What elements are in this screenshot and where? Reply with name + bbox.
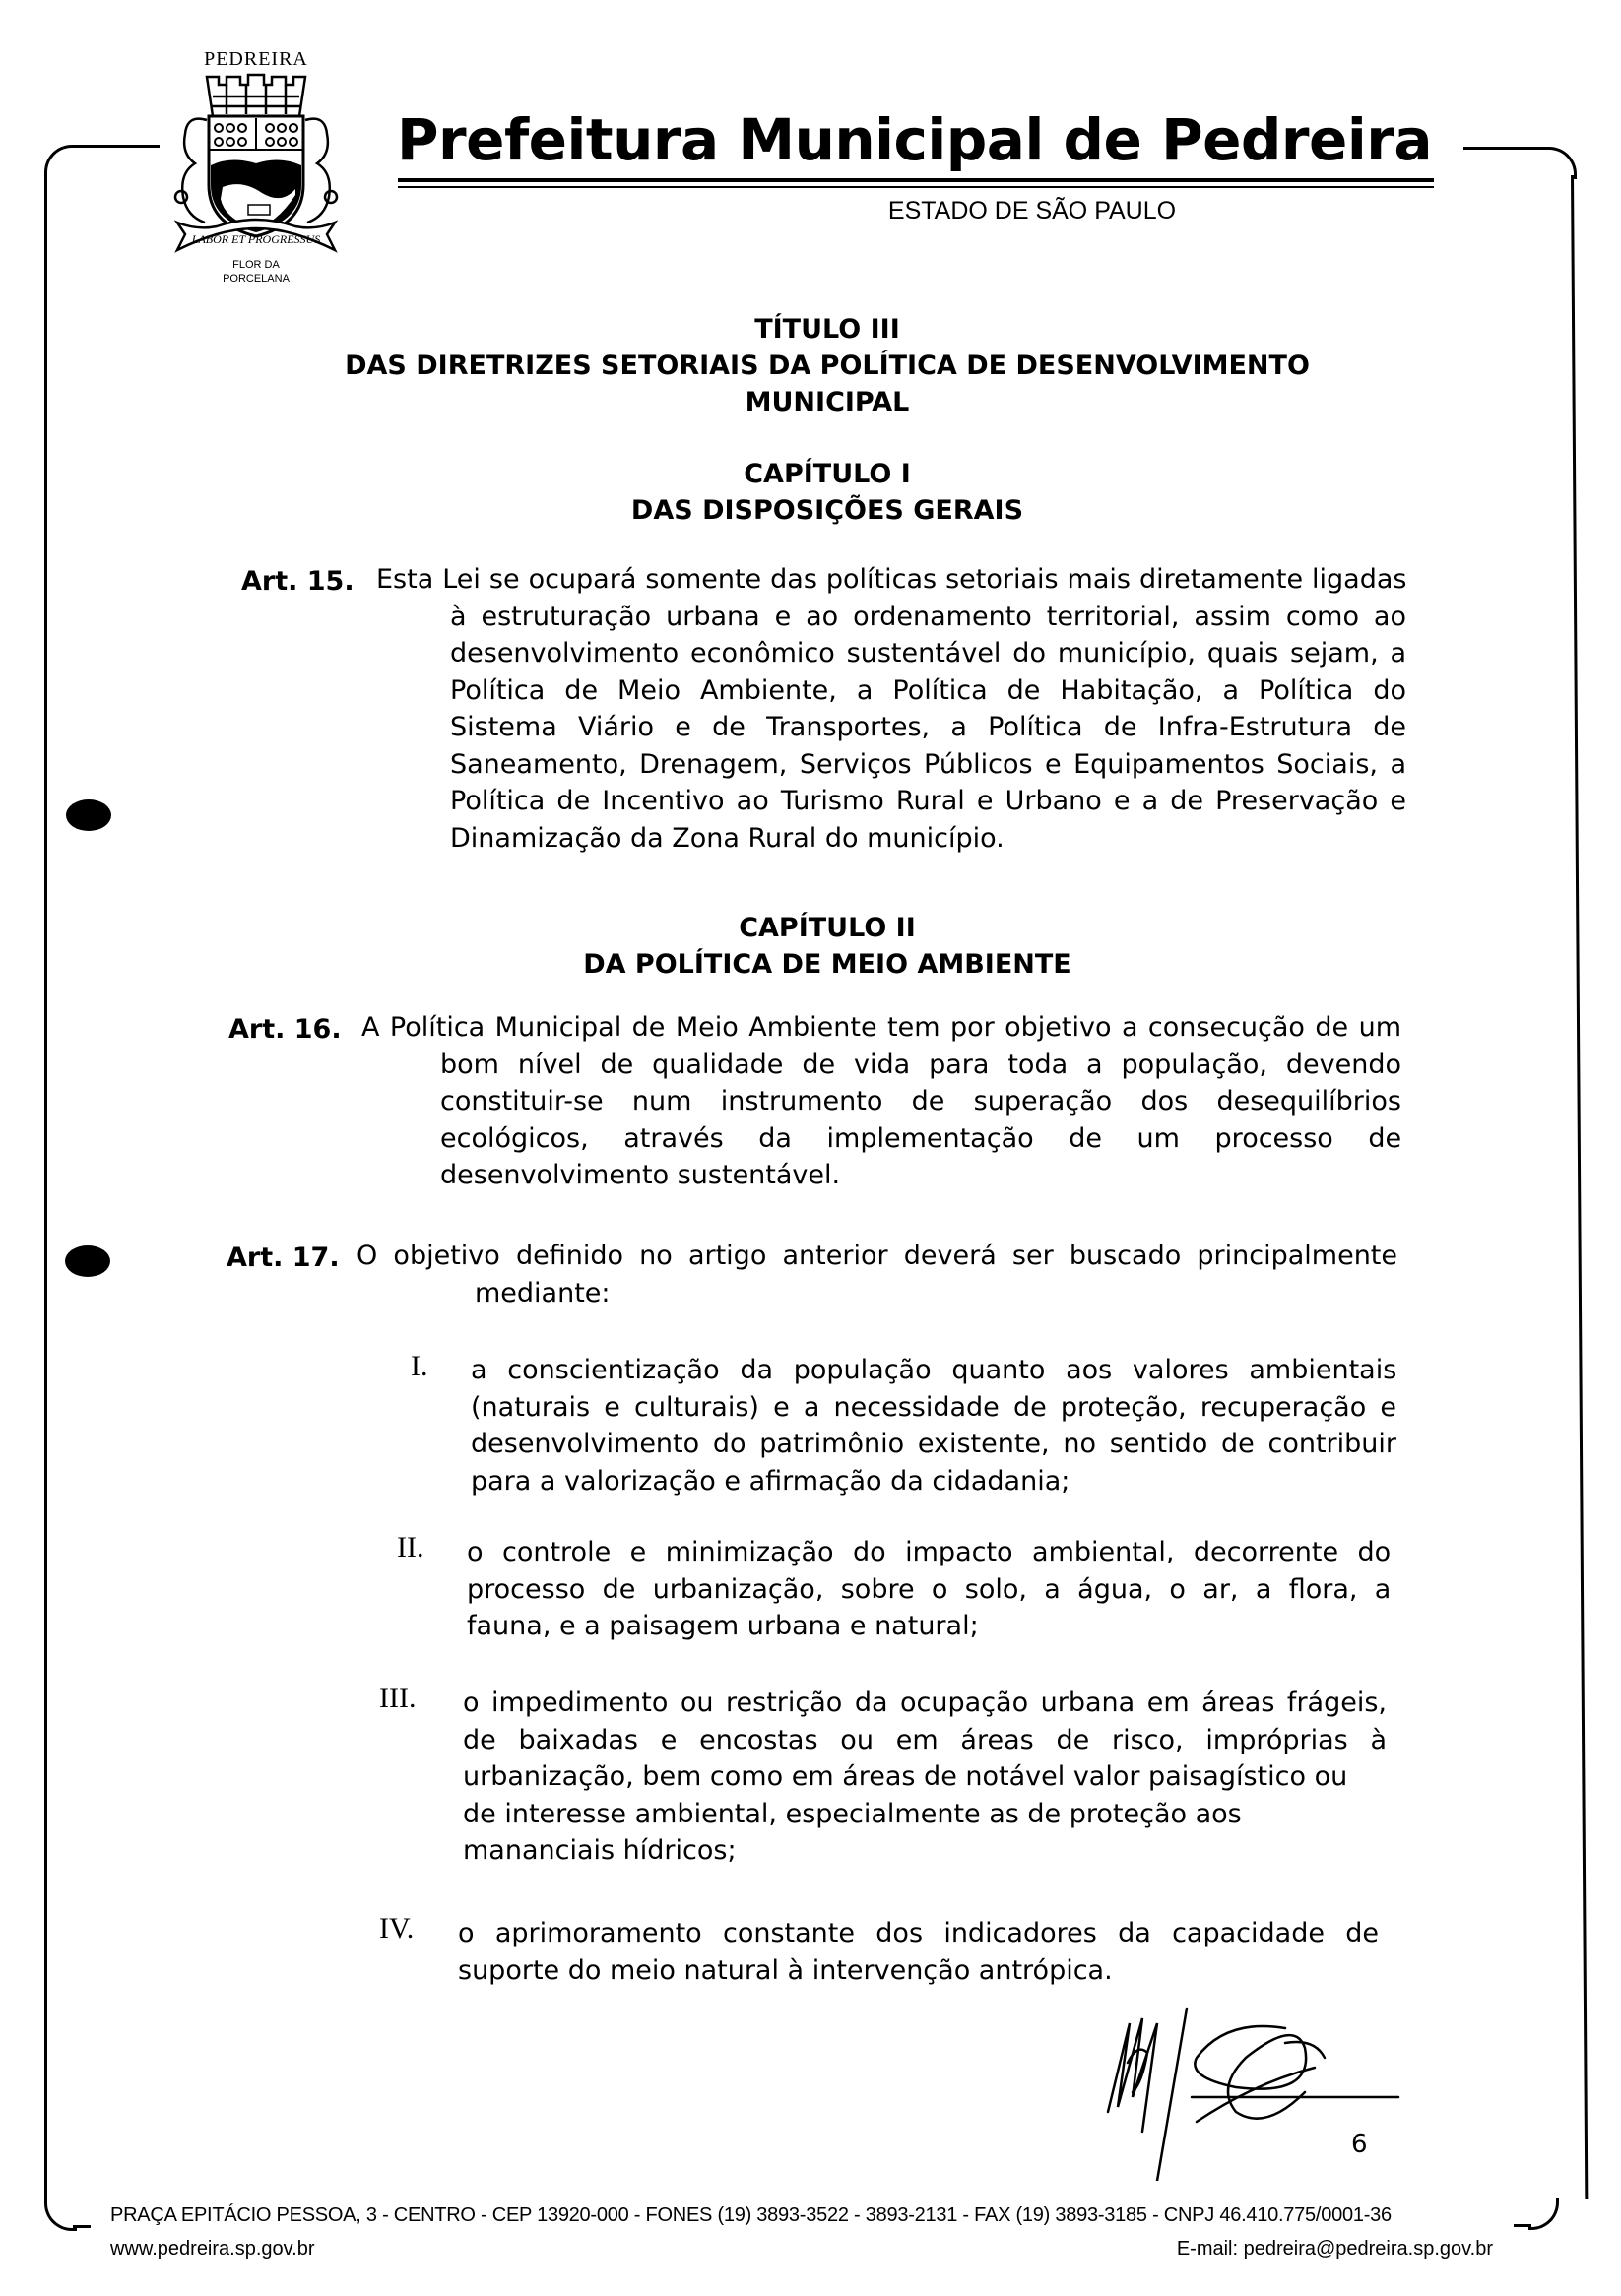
page-number: 6: [1351, 2130, 1368, 2159]
letterhead-title: Prefeitura Municipal de Pedreira: [397, 106, 1432, 173]
item-line: de interesse ambiental, especialmente as de proteção aos: [463, 1798, 1242, 1829]
letterhead-rule-thin: [398, 186, 1434, 188]
chapter-name: DAS DISPOSIÇÕES GERAIS: [630, 495, 1024, 526]
item-line: o impedimento ou restrição da ocupação urbana em áreas frágeis,: [463, 1688, 1387, 1718]
article-label: Art. 17.: [227, 1243, 340, 1273]
article-line: Esta Lei se ocupará somente das políticas setoriais mais diretamente ligadas: [376, 564, 1407, 595]
article-line: desenvolvimento econômico sustentável do município, quais sejam, a: [450, 638, 1407, 669]
article-line: O objetivo definido no artigo anterior deverá ser buscado principalmente: [357, 1241, 1397, 1271]
article-line: Política de Incentivo ao Turismo Rural e Urbano e a de Preservação e: [450, 786, 1406, 816]
item-numeral: IV.: [379, 1912, 415, 1945]
crest-motto: LABOR ET PROGRESSUS: [191, 232, 321, 246]
item-numeral: I.: [411, 1350, 428, 1382]
article-line: A Política Municipal de Meio Ambiente tem por objetivo a consecução de um: [361, 1012, 1401, 1043]
frame-top-left-line: [73, 145, 160, 148]
article-line: bom nível de qualidade de vida para toda a população, devendo: [440, 1049, 1401, 1080]
item-line: para a valorização e afirmação da cidadania;: [471, 1465, 1070, 1497]
punch-hole-upper: [66, 799, 111, 831]
item-line: suporte do meio natural à intervenção antrópica.: [458, 1954, 1113, 1986]
punch-hole-lower: [65, 1245, 110, 1277]
frame-bottom-right-line: [1514, 2224, 1531, 2227]
letterhead-state: ESTADO DE SÃO PAULO: [887, 197, 1177, 224]
chapter-name: DA POLÍTICA DE MEIO AMBIENTE: [583, 949, 1071, 980]
municipal-crest-logo: [158, 39, 355, 286]
letterhead-rule-thick: [398, 178, 1434, 182]
item-line: a conscientização da população quanto aos valores ambientais: [471, 1355, 1397, 1385]
article-label: Art. 16.: [228, 1014, 342, 1045]
article-line: Política de Meio Ambiente, a Política de Habitação, a Política do: [450, 674, 1406, 706]
article-line: Saneamento, Drenagem, Serviços Públicos e Equipamentos Sociais, a: [450, 748, 1406, 780]
item-line: mananciais hídricos;: [463, 1835, 737, 1866]
item-line: desenvolvimento do patrimônio existente, no sentido de contribuir: [471, 1429, 1396, 1459]
item-line: (naturais e culturais) e a necessidade de proteção, recuperação e: [471, 1391, 1396, 1423]
article-line: ecológicos, através da implementação de um processo de: [440, 1122, 1402, 1154]
crest-caption-line1: FLOR DA: [232, 259, 280, 271]
item-line: urbanização, bem como em áreas de notável valor paisagístico ou: [463, 1761, 1348, 1792]
article-line: mediante:: [475, 1277, 611, 1308]
frame-bottom-left-line: [73, 2225, 91, 2228]
item-line: processo de urbanização, sobre o solo, a água, o ar, a flora, a: [467, 1573, 1392, 1605]
article-line: à estruturação urbana e ao ordenamento territorial, assim como ao: [450, 601, 1406, 632]
article-label: Art. 15.: [241, 566, 355, 597]
article-line: constituir-se num instrumento de superação dos desequilíbrios: [440, 1086, 1401, 1116]
frame-left-line: [44, 173, 47, 2200]
crest-caption-line2: PORCELANA: [223, 273, 290, 285]
frame-corner-top-left: [44, 145, 77, 177]
item-numeral: II.: [397, 1531, 424, 1563]
chapter-label: CAPÍTULO I: [744, 459, 911, 489]
titulo-name-line2: MUNICIPAL: [745, 387, 910, 417]
article-line: Dinamização da Zona Rural do município.: [450, 822, 1005, 854]
article-line: desenvolvimento sustentável.: [440, 1160, 841, 1190]
item-numeral: III.: [379, 1682, 417, 1714]
footer-address: PRAÇA EPITÁCIO PESSOA, 3 - CENTRO - CEP 13920-000 - FONES (19) 3893-3522 - 3893-2131 - FAX (19) 3893-3185 - CNPJ 46.410.775/0001-36: [110, 2204, 1392, 2226]
frame-top-right-line: [1463, 147, 1548, 150]
titulo-name-line1: DAS DIRETRIZES SETORIAIS DA POLÍTICA DE DESENVOLVIMENTO: [345, 351, 1310, 381]
item-line: o controle e minimização do impacto ambiental, decorrente do: [467, 1537, 1392, 1567]
frame-right-line: [1571, 175, 1588, 2199]
chapter-label: CAPÍTULO II: [739, 913, 916, 943]
footer-website[interactable]: www.pedreira.sp.gov.br: [110, 2238, 315, 2260]
item-line: de baixadas e encostas ou em áreas de risco, impróprias à: [463, 1724, 1388, 1755]
article-line: Sistema Viário e de Transportes, a Política de Infra-Estrutura de: [450, 712, 1406, 742]
footer-email[interactable]: E-mail: pedreira@pedreira.sp.gov.br: [1176, 2238, 1493, 2260]
crest-top-text: PEDREIRA: [204, 48, 308, 70]
titulo-label: TÍTULO III: [754, 314, 900, 345]
item-line: fauna, e a paisagem urbana e natural;: [467, 1611, 979, 1641]
frame-corner-bottom-right: [1528, 2198, 1559, 2230]
item-line: o aprimoramento constante dos indicadores da capacidade de: [458, 1918, 1379, 1948]
